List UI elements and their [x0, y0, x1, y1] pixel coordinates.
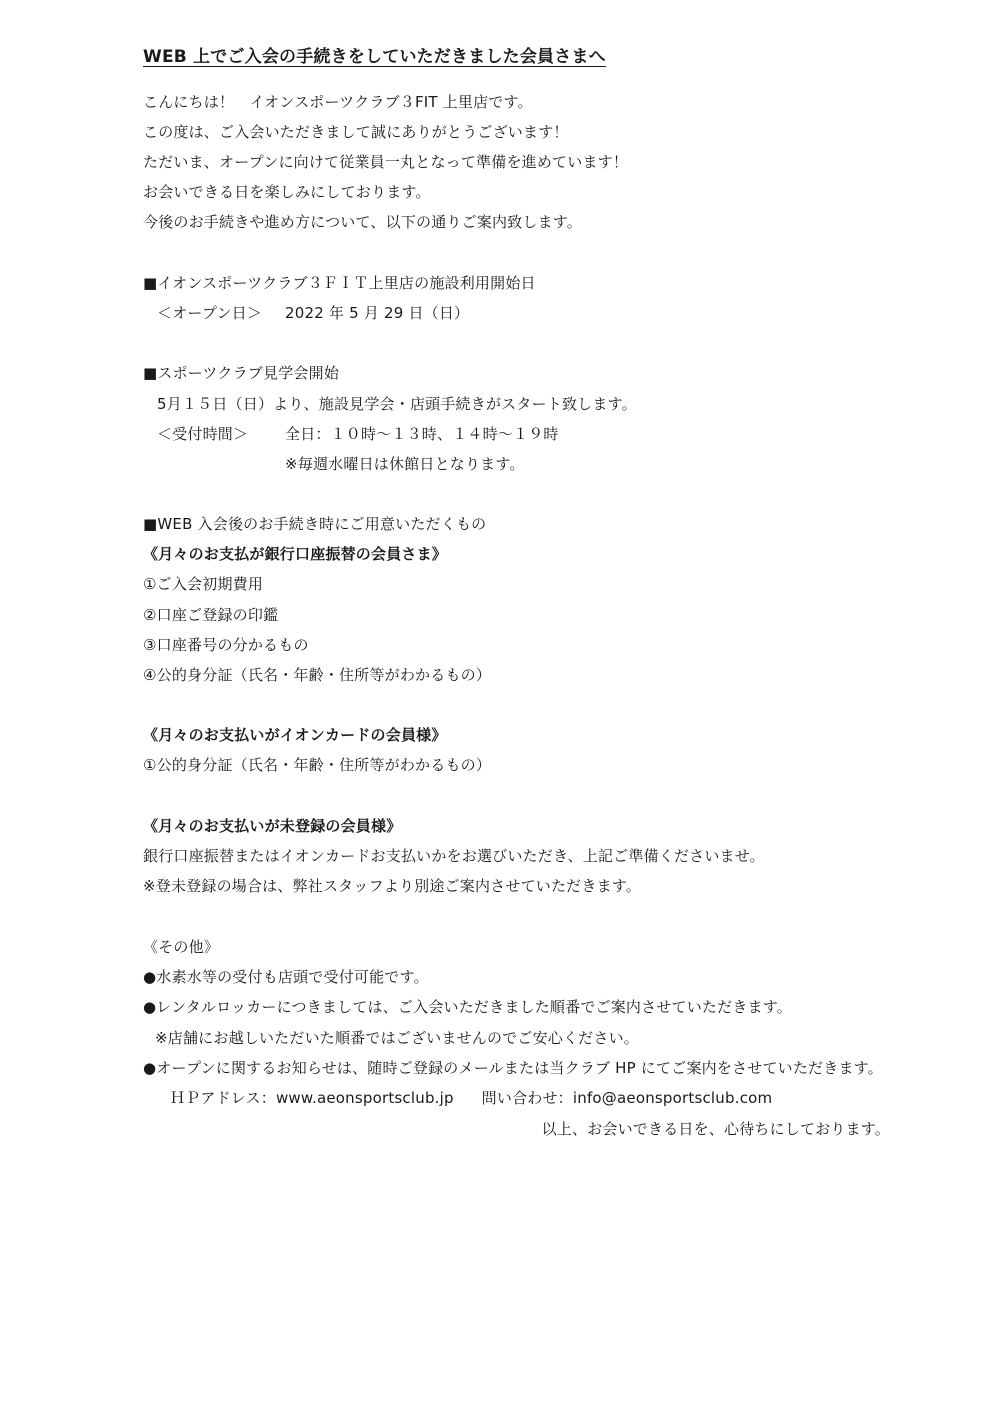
unregistered-heading: 《月々のお支払いが未登録の会員様》 [143, 817, 402, 835]
intro-line: ただいま、オープンに向けて従業員一丸となって準備を進めています！ [143, 153, 629, 171]
tour-hours: 全日：１０時～１３時、１４時～１９時 [285, 425, 559, 443]
opening-label: ＜オープン日＞ [157, 304, 263, 322]
contact-line [170, 1088, 772, 1108]
opening-heading: ■イオンスポーツクラブ３ＦＩＴ上里店の施設利用開始日 [143, 274, 536, 292]
tour-closed-note: ※毎週水曜日は休館日となります。 [285, 455, 525, 473]
page-title: WEB 上でご入会の手続きをしていただきました会員さまへ [143, 47, 606, 67]
card-item: ①公的身分証（氏名・年齢・住所等がわかるもの） [143, 756, 492, 774]
bank-item: ①ご入会初期費用 [143, 575, 264, 593]
unregistered-line: ※登未登録の場合は、弊社スタッフより別途ご案内させていただきます。 [143, 877, 641, 895]
other-note: ※店舗にお越しいただいた順番ではございませんのでご安心ください。 [155, 1029, 639, 1047]
intro-line: こんにちは！ イオンスポーツクラブ３FIT 上里店です。 [143, 93, 533, 111]
card-heading: 《月々のお支払いがイオンカードの会員様》 [143, 726, 447, 744]
bank-item: ③口座番号の分かるもの [143, 636, 309, 654]
intro-line: この度は、ご入会いただきまして誠にありがとうございます！ [143, 123, 569, 141]
bank-heading: 《月々のお支払が銀行口座振替の会員さま》 [143, 545, 448, 563]
other-item: ●水素水等の受付も店頭で受付可能です。 [143, 968, 429, 986]
tour-heading: ■スポーツクラブ見学会開始 [143, 364, 340, 382]
unregistered-line: 銀行口座振替またはイオンカードお支払いかをお選びいただき、上記ご準備くださいませ。 [143, 847, 765, 865]
prepare-heading: ■WEB 入会後のお手続き時にご用意いただくもの [143, 515, 487, 533]
opening-date: 2022 年 5 月 29 日（日） [285, 304, 470, 322]
bank-item: ②口座ご登録の印鑑 [143, 606, 279, 624]
tour-start: 5月１５日（日）より、施設見学会・店頭手続きがスタート致します。 [157, 395, 637, 413]
tour-hours-label: ＜受付時間＞ [157, 425, 249, 443]
bank-item: ④公的身分証（氏名・年齢・住所等がわかるもの） [143, 666, 492, 684]
hp-label: ＨＰアドレス： [170, 1089, 276, 1107]
inquiry-label: 問い合わせ： [481, 1089, 573, 1107]
intro-line: お会いできる日を楽しみにしております。 [143, 183, 431, 201]
hp-address: www.aeonsportsclub.jp [275, 1089, 454, 1107]
inquiry-address: info@aeonsportsclub.com [572, 1089, 773, 1107]
other-item: ●レンタルロッカーにつきましては、ご入会いただきました順番でご案内させていただきます。 [143, 998, 792, 1016]
intro-line: 今後のお手続きや進め方について、以下の通りご案内致します。 [143, 213, 583, 231]
closing-line: 以上、お会いできる日を、心待ちにしております。 [541, 1120, 890, 1138]
other-heading: 《その他》 [143, 938, 220, 956]
other-item: ●オープンに関するお知らせは、随時ご登録のメールまたは当クラブ HP にてご案内をさせていただきます。 [143, 1059, 883, 1077]
